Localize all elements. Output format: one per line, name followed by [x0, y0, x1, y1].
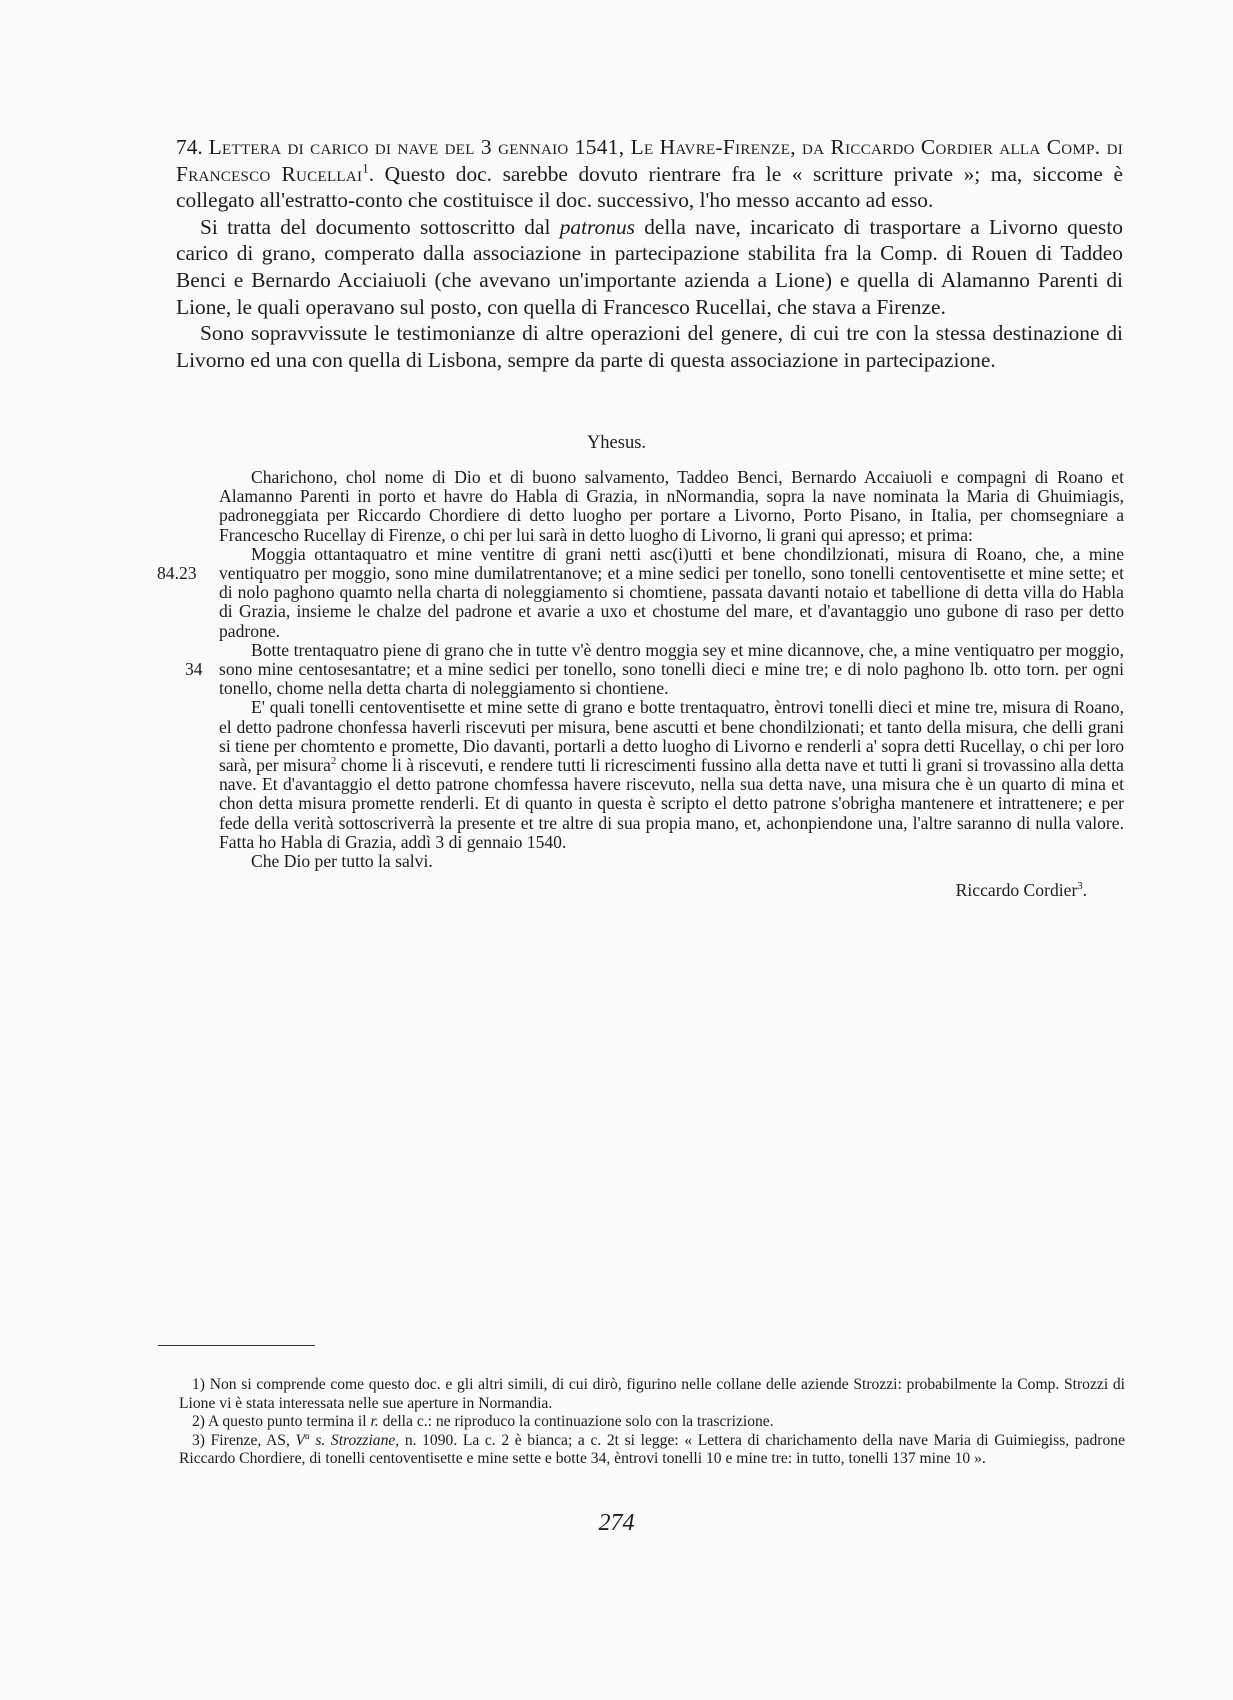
footnote-ref-3: 3 [1077, 881, 1083, 893]
transcription-body-b: chome li à riscevuti, e rendere tutti li ricrescimenti fussino alla detta nave et tutti li grani si trovassino alla detta nave. Et d'avantaggio el detto patrone chomfessa havere riscevuto, nella sua detta nave, una misura che è un quarto di mina et chon detta misura promette renderli. Et di quanto in questa è scripto el detto patrone s'obrigha mantenere et intrattenere; e per fede della verità sottoscriverrà la presente et tre altre di sua propia mano, et, achonpiendone una, l'altre saranno di nulla valore. Fatta ho Habla di Grazia, addì 3 di gennaio 1540. [219, 755, 1124, 852]
footnote-2-text-a: A questo punto termina il [208, 1413, 371, 1431]
page-number: 274 [598, 1510, 635, 1536]
intro-paragraph-2 [176, 214, 1123, 320]
footnote-3-italic-2: s. Strozziane, [309, 1431, 400, 1449]
footnotes [179, 1376, 1125, 1469]
transcription-item-2: Botte trentaquatro piene di grano che in tutte v'è dentro moggia sey et mine dicannove, che, a mine ventiquatro per moggio, sono mine centosesantatre; et a mine sedici per tonello, sono tonelli dieci e mine tre; e di nolo paghono lb. otto torn. per ogni tonello, chome nella detta charta di noleggiamento si chontiene. [219, 639, 1124, 699]
signature-end: . [1082, 880, 1087, 900]
intro-paragraph-2-italic: patronus [559, 214, 635, 239]
signature-name: Riccardo Cordier [955, 880, 1078, 900]
footnote-ref-2: 2 [330, 756, 337, 768]
footnote-1-text: Non si comprende come questo doc. e gli altri simili, di cui dirò, figurino nelle collane delle aziende Strozzi: probabilmente la Comp. Strozzi di Lione vi è stata interessata nelle sue aperture in Normandia. [179, 1376, 1125, 1412]
invocation: Yhesus. [586, 433, 647, 453]
margin-number-item-1: 84.23 [157, 563, 197, 583]
intro-heading-rest: . Questo doc. sarebbe dovuto rientrare fra le « scritture private »; ma, siccome è collegato all'estratto-conto che costituisce il doc. successivo, l'ho messo accanto ad esso. [176, 161, 1123, 213]
footnote-3-text-a: Firenze, AS, [210, 1431, 296, 1449]
footnote-2 [179, 1413, 1125, 1432]
margin-number-item-2: 34 [185, 659, 203, 679]
footnote-1 [179, 1376, 1125, 1413]
document-heading: Lettera di carico di nave del 3 gennaio 1541, Le Havre-Firenze, da Riccardo Cordier alla Comp. di Francesco Rucellai [176, 135, 1123, 186]
intro-paragraph-3: Sono sopravvissute le testimonianze di altre operazioni del genere, di cui tre con la stessa destinazione di Livorno ed una con quella di Lisbona, sempre da parte di questa associazione in partecipazione. [176, 321, 1123, 372]
footnote-2-italic: r. [370, 1413, 379, 1431]
intro-paragraph-2-text-a: Si tratta del documento sottoscritto dal [200, 214, 560, 239]
intro-section [176, 134, 1123, 373]
footnote-3 [179, 1432, 1125, 1469]
footnote-3-sup: a [305, 1431, 310, 1442]
transcription-closing: Che Dio per tutto la salvi. [251, 851, 433, 872]
transcription [219, 468, 1124, 871]
document-number: 74. [176, 135, 203, 159]
transcription-body [219, 698, 1124, 852]
transcription-body-a: E' quali tonelli centoventisette et mine sette di grano e botte trentaquatro, èntrovi tonelli dieci et mine tre, misura di Roano, el detto padrone chonfessa haverli riscevuti per misura, bene ascutti et bene chondilzionati; et tanto della misura, che delli grani si tiene per chomtento e promette, Dio davanti, portarli a detto luogho di Livorno e renderli a' sopra detti Rucellay, o chi per loro sarà, per misura [219, 697, 1124, 776]
footnote-3-text-b: n. 1090. La c. 2 è bianca; a c. 2t si legge: « Lettera di charichamento della nave Maria di Guimiegiss, padrone Riccardo Chordiere, di tonelli centoventisette e mine sette e botte 34, èntrovi tonelli 10 e mine tre: in tutto, tonelli 137 mine 10 ». [179, 1431, 1125, 1468]
footnote-2-mark: 2) [192, 1413, 205, 1431]
intro-heading-paragraph [176, 134, 1123, 214]
transcription-item-1: Moggia ottantaquatro et mine ventitre di grani netti asc(i)utti et bene chondilzionati, misura di Roano, che, a mine ventiquatro per moggio, sono mine dumilatrentanove; et a mine sedici per tonello, sono tonelli centoventisette et mine sette; et di nolo paghono quamto nella charta di noleggiamento si chomtiene, passata davanti notaio et tabellione di detta villa do Habla di Grazia, insieme le chalze del padrone et avarie a uxo et chostume del mare, et d'avantaggio uno gubone di raso per detto padrone. [219, 543, 1124, 641]
transcription-opening: Charichono, chol nome di Dio et di buono salvamento, Taddeo Benci, Bernardo Accaiuoli e compagni di Roano et Alamanno Parenti in porto et havre do Habla di Grazia, in nNormandia, sopra la nave nominata la Maria di Ghuimiagis, padroneggiata per Riccardo Chordiere di detto luogho per portare a Livorno, Porto Pisano, in Italia, per chomsegniare a Francescho Rucellay di Firenze, o chi per lui sarà in detto luogho di Livorno, li grani qui apresso; et prima: [219, 467, 1124, 545]
footnote-2-text-b: della c.: ne riproduco la continuazione solo con la trascrizione. [378, 1413, 774, 1431]
intro-paragraph-2-text-b: della nave, incaricato di trasportare a Livorno questo carico di grano, comperato dalla associazione in partecipazione stabilita fra la Comp. di Rouen di Taddeo Benci e Bernardo Acciaiuoli (che avevano un'importante azienda a Lione) e quella di Alamanno Parenti di Lione, le quali operavano sul posto, con quella di Francesco Rucellai, che stava a Firenze. [176, 214, 1123, 319]
footnote-rule [158, 1345, 315, 1346]
footnote-3-italic-1: V [295, 1431, 306, 1449]
footnote-1-mark: 1) [192, 1376, 205, 1393]
signature [700, 880, 1087, 901]
footnote-3-mark: 3) [192, 1431, 205, 1449]
footnote-ref-1: 1 [362, 161, 369, 176]
